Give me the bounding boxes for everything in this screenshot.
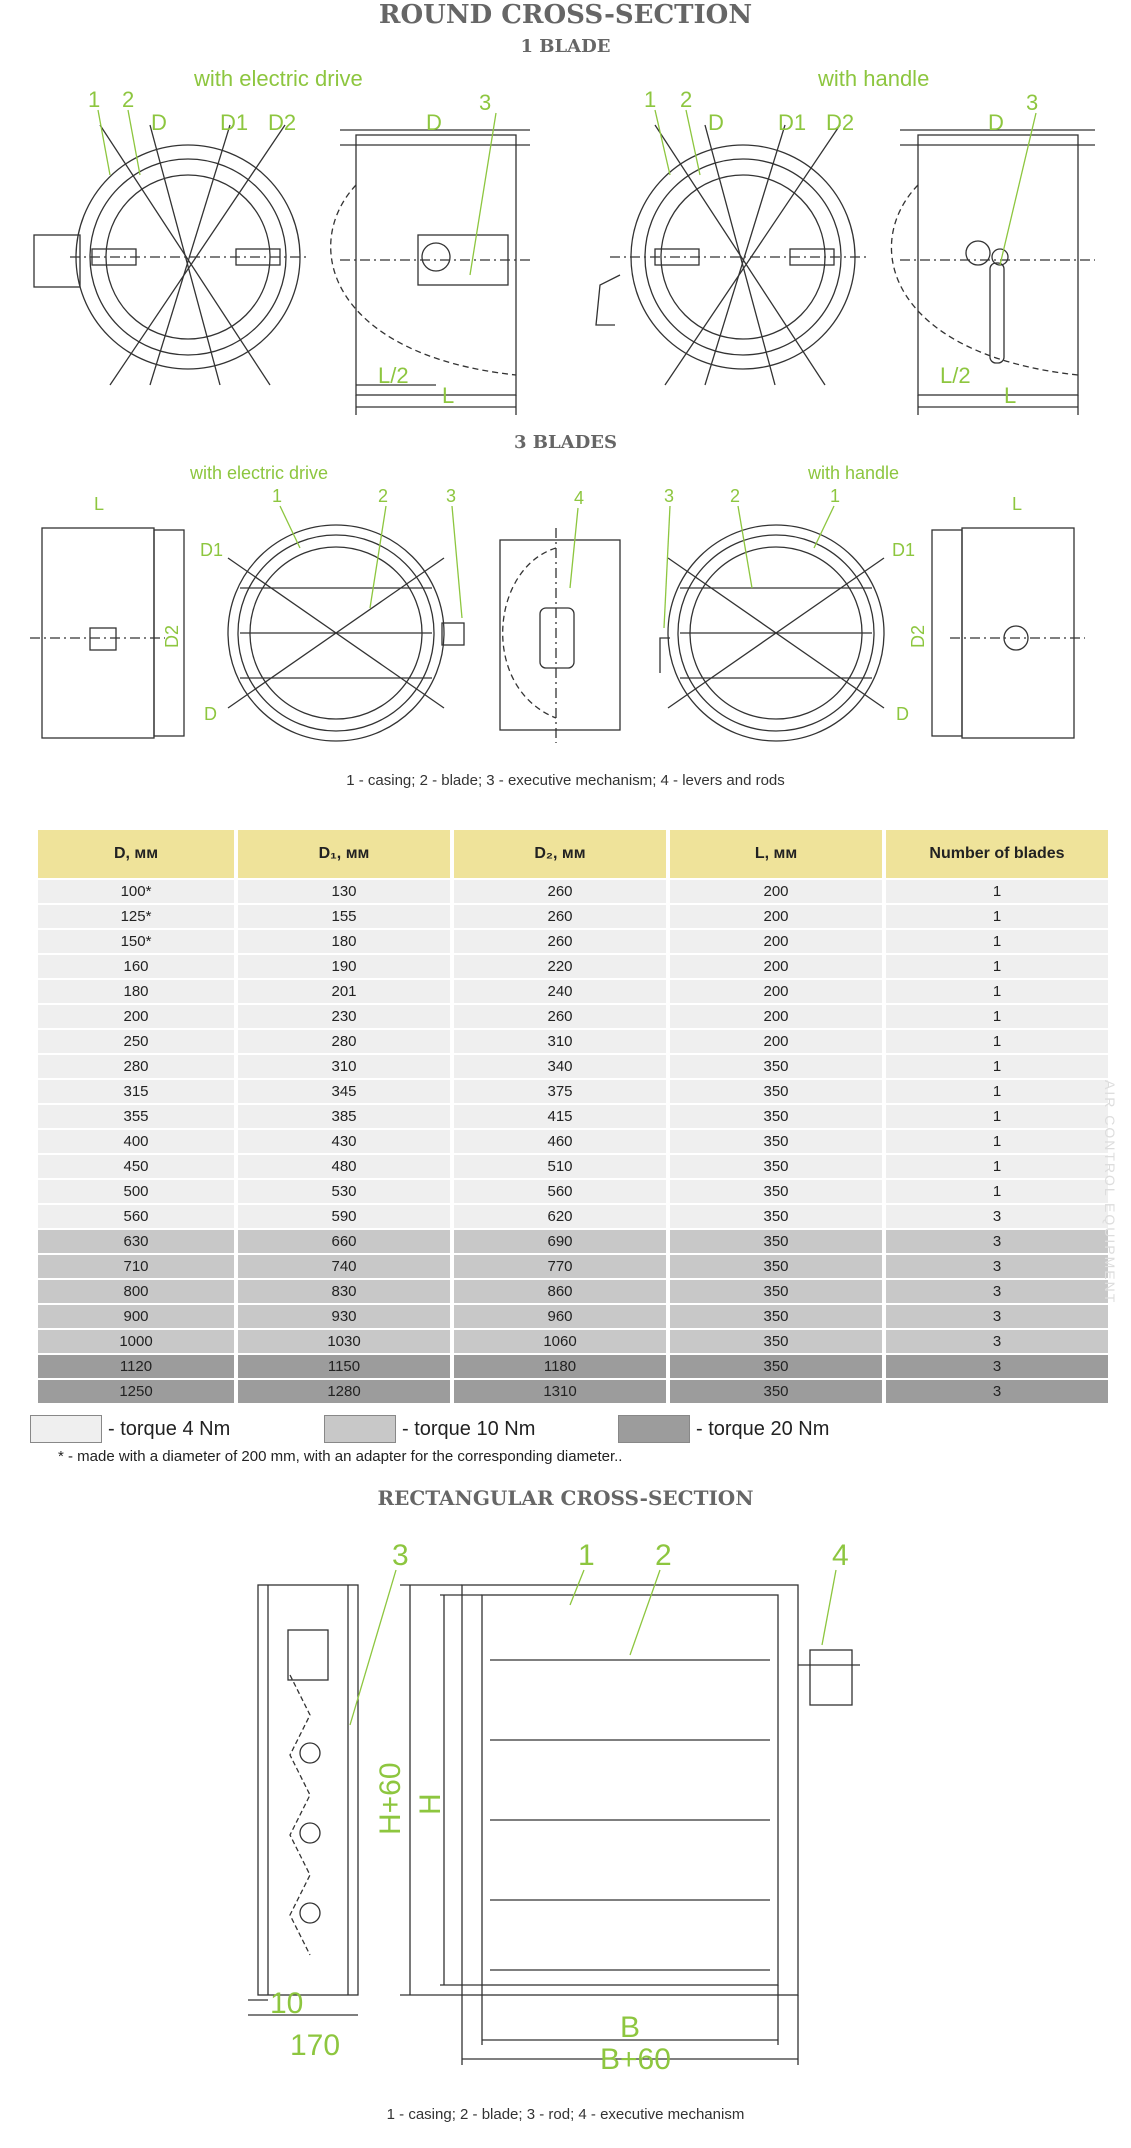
label-H60: H+60 xyxy=(374,1762,407,1835)
table-cell: 240 xyxy=(454,980,666,1003)
table-cell: 860 xyxy=(454,1280,666,1303)
table-cell: 415 xyxy=(454,1105,666,1128)
table-row xyxy=(38,1355,1108,1378)
label-B60: B+60 xyxy=(600,2043,671,2075)
rect-front-view xyxy=(400,1585,860,2065)
label-L-3: L xyxy=(94,494,105,514)
footnote: * - made with a diameter of 200 mm, with an adapter for the corresponding diameter.. xyxy=(58,1448,623,1465)
table-cell: 350 xyxy=(670,1330,882,1353)
table-row xyxy=(38,1280,1108,1303)
table-cell: 260 xyxy=(454,880,666,903)
table-cell: 280 xyxy=(238,1030,450,1053)
table-cell: 480 xyxy=(238,1155,450,1178)
table-row xyxy=(38,1055,1108,1078)
table-cell: 350 xyxy=(670,1105,882,1128)
table-cell: 350 xyxy=(670,1280,882,1303)
table-cell: 3 xyxy=(886,1280,1108,1303)
label-2: 2 xyxy=(122,87,135,112)
table-cell: 1 xyxy=(886,955,1108,978)
table-row xyxy=(38,930,1108,953)
table-row xyxy=(38,1330,1108,1353)
legend-torque-4 xyxy=(30,1415,230,1443)
swatch-torque-10 xyxy=(324,1415,396,1443)
table-cell: 350 xyxy=(670,1055,882,1078)
table-cell: 1 xyxy=(886,1155,1108,1178)
table-row xyxy=(38,1255,1108,1278)
label-H: H xyxy=(414,1793,447,1815)
table-cell: 180 xyxy=(238,930,450,953)
label-3: 3 xyxy=(479,90,492,115)
table-cell: 350 xyxy=(670,1380,882,1403)
table-cell: 560 xyxy=(454,1180,666,1203)
three-blade-electric-front-view xyxy=(228,525,464,741)
table-cell: 375 xyxy=(454,1080,666,1103)
label-D1-3: D1 xyxy=(200,540,224,560)
table-cell: 350 xyxy=(670,1155,882,1178)
table-cell: 310 xyxy=(238,1055,450,1078)
table-cell: 350 xyxy=(670,1230,882,1253)
watermark: AIR CONTROL EQUIPMENT xyxy=(1102,1080,1118,1305)
table-cell: 500 xyxy=(38,1180,234,1203)
label-L-handle: L xyxy=(1004,383,1017,408)
table-cell: 1 xyxy=(886,1005,1108,1028)
round-caption: 1 - casing; 2 - blade; 3 - executive mechanism; 4 - levers and rods xyxy=(346,772,785,789)
table-row xyxy=(38,1205,1108,1228)
table-cell: 125* xyxy=(38,905,234,928)
electric-drive-label: with electric drive xyxy=(194,66,363,91)
label-3-handle: 3 xyxy=(1026,90,1039,115)
table-cell: 1120 xyxy=(38,1355,234,1378)
label-L2: L/2 xyxy=(378,363,409,388)
table-cell: 201 xyxy=(238,980,450,1003)
one-blade-electric-side-view xyxy=(331,130,530,415)
table-cell: 3 xyxy=(886,1380,1108,1403)
three-blade-handle-side-view xyxy=(932,528,1085,738)
label-D2-3h: D2 xyxy=(908,624,928,648)
table-cell: 3 xyxy=(886,1330,1108,1353)
table-cell: 280 xyxy=(38,1055,234,1078)
table-row xyxy=(38,1105,1108,1128)
label-1-handle: 1 xyxy=(644,87,657,112)
table-row xyxy=(38,880,1108,903)
table-cell: 160 xyxy=(38,955,234,978)
three-blade-electric-side-view xyxy=(30,528,184,738)
label-L-3h: L xyxy=(1012,494,1023,514)
table-cell: 1 xyxy=(886,1030,1108,1053)
table-row xyxy=(38,1305,1108,1328)
three-blade-handle-front-view xyxy=(660,525,884,741)
table-cell: 350 xyxy=(670,1180,882,1203)
label-D2-3: D2 xyxy=(162,624,182,648)
one-blade-drawings xyxy=(0,85,1131,415)
handle-label-3: with handle xyxy=(808,463,900,483)
rect-side-view xyxy=(248,1585,358,2015)
one-blade-handle-side-view xyxy=(891,130,1095,415)
table-cell: 450 xyxy=(38,1155,234,1178)
rect-section-title: RECTANGULAR CROSS-SECTION xyxy=(377,1486,754,1510)
table-cell: 1 xyxy=(886,905,1108,928)
dimensions-table xyxy=(34,828,1112,1405)
table-cell: 200 xyxy=(38,1005,234,1028)
table-cell: 3 xyxy=(886,1255,1108,1278)
table-cell: 1 xyxy=(886,930,1108,953)
table-cell: 1150 xyxy=(238,1355,450,1378)
label-1-3h: 1 xyxy=(830,488,841,506)
table-cell: 200 xyxy=(670,955,882,978)
one-blade-electric-front-view xyxy=(34,125,310,385)
table-row xyxy=(38,1030,1108,1053)
table-cell: 260 xyxy=(454,930,666,953)
label-3-3: 3 xyxy=(446,488,457,506)
table-body xyxy=(38,880,1108,1403)
table-cell: 350 xyxy=(670,1355,882,1378)
label-4-rect: 4 xyxy=(832,1539,849,1572)
table-cell: 200 xyxy=(670,1005,882,1028)
table-cell: 1 xyxy=(886,1105,1108,1128)
legend-torque-10 xyxy=(324,1415,535,1443)
table-cell: 200 xyxy=(670,980,882,1003)
table-cell: 1030 xyxy=(238,1330,450,1353)
header-L: L, мм xyxy=(670,830,882,878)
table-cell: 1 xyxy=(886,1055,1108,1078)
table-row xyxy=(38,905,1108,928)
three-blades-heading: 3 BLADES xyxy=(514,432,617,453)
label-10: 10 xyxy=(270,1987,304,2020)
table-row xyxy=(38,955,1108,978)
table-cell: 1 xyxy=(886,1130,1108,1153)
label-D-handle-side: D xyxy=(988,110,1004,135)
label-D-3: D xyxy=(204,704,217,724)
table-cell: 350 xyxy=(670,1255,882,1278)
label-2-rect: 2 xyxy=(655,1539,672,1572)
table-row xyxy=(38,1380,1108,1403)
one-blade-handle-front-view xyxy=(596,125,870,385)
table-cell: 130 xyxy=(238,880,450,903)
label-2-handle: 2 xyxy=(680,87,693,112)
table-cell: 1 xyxy=(886,1180,1108,1203)
table-cell: 800 xyxy=(38,1280,234,1303)
table-row xyxy=(38,1005,1108,1028)
handle-label: with handle xyxy=(818,66,930,91)
electric-drive-label-3: with electric drive xyxy=(190,463,329,483)
table-cell: 930 xyxy=(238,1305,450,1328)
header-D1: D₁, мм xyxy=(238,830,450,878)
table-cell: 740 xyxy=(238,1255,450,1278)
table-cell: 1 xyxy=(886,880,1108,903)
table-header-row xyxy=(38,830,1108,878)
table-cell: 710 xyxy=(38,1255,234,1278)
table-cell: 3 xyxy=(886,1205,1108,1228)
table-cell: 230 xyxy=(238,1005,450,1028)
label-D1-3h: D1 xyxy=(892,540,916,560)
table-cell: 350 xyxy=(670,1080,882,1103)
label-4-3: 4 xyxy=(574,488,585,508)
table-cell: 200 xyxy=(670,1030,882,1053)
table-cell: 100* xyxy=(38,880,234,903)
table-cell: 310 xyxy=(454,1030,666,1053)
table-row xyxy=(38,1230,1108,1253)
table-cell: 200 xyxy=(670,880,882,903)
table-cell: 350 xyxy=(670,1130,882,1153)
table-cell: 1310 xyxy=(454,1380,666,1403)
legend-torque-4-label: - torque 4 Nm xyxy=(108,1417,231,1440)
table-row xyxy=(38,1080,1108,1103)
one-blade-heading: 1 BLADE xyxy=(520,36,611,57)
table-row xyxy=(38,1130,1108,1153)
table-cell: 630 xyxy=(38,1230,234,1253)
label-1-rect: 1 xyxy=(578,1539,595,1572)
table-cell: 1060 xyxy=(454,1330,666,1353)
table-cell: 350 xyxy=(670,1205,882,1228)
table-cell: 900 xyxy=(38,1305,234,1328)
label-D1-handle: D1 xyxy=(778,110,807,135)
table-cell: 260 xyxy=(454,1005,666,1028)
rect-caption: 1 - casing; 2 - blade; 3 - rod; 4 - executive mechanism xyxy=(386,2106,745,2123)
table-row xyxy=(38,1180,1108,1203)
three-blade-drawings xyxy=(0,488,1131,758)
table-cell: 180 xyxy=(38,980,234,1003)
table-cell: 770 xyxy=(454,1255,666,1278)
header-D: D, мм xyxy=(38,830,234,878)
table-row xyxy=(38,980,1108,1003)
legend-torque-10-label: - torque 10 Nm xyxy=(402,1417,536,1440)
table-cell: 400 xyxy=(38,1130,234,1153)
legend-torque-20-label: - torque 20 Nm xyxy=(696,1417,830,1440)
table-cell: 660 xyxy=(238,1230,450,1253)
table-cell: 510 xyxy=(454,1155,666,1178)
label-D2: D2 xyxy=(268,110,297,135)
rect-drawings xyxy=(0,1535,1131,2075)
label-2-3: 2 xyxy=(378,488,389,506)
table-cell: 3 xyxy=(886,1305,1108,1328)
table-cell: 560 xyxy=(38,1205,234,1228)
table-cell: 155 xyxy=(238,905,450,928)
table-cell: 960 xyxy=(454,1305,666,1328)
three-blade-middle-side-view xyxy=(500,528,620,743)
table-cell: 690 xyxy=(454,1230,666,1253)
table-cell: 350 xyxy=(670,1305,882,1328)
table-cell: 200 xyxy=(670,905,882,928)
label-1-3: 1 xyxy=(272,488,283,506)
table-cell: 355 xyxy=(38,1105,234,1128)
table-cell: 220 xyxy=(454,955,666,978)
label-3-rect: 3 xyxy=(392,1539,409,1572)
table-cell: 1 xyxy=(886,1080,1108,1103)
table-cell: 200 xyxy=(670,930,882,953)
label-D-handle: D xyxy=(708,110,724,135)
table-cell: 620 xyxy=(454,1205,666,1228)
table-cell: 150* xyxy=(38,930,234,953)
table-cell: 430 xyxy=(238,1130,450,1153)
label-2-3h: 2 xyxy=(730,488,741,506)
label-B: B xyxy=(620,2011,641,2044)
label-3-3h: 3 xyxy=(664,488,675,506)
header-D2: D₂, мм xyxy=(454,830,666,878)
table-cell: 340 xyxy=(454,1055,666,1078)
label-1: 1 xyxy=(88,87,101,112)
table-cell: 345 xyxy=(238,1080,450,1103)
table-cell: 190 xyxy=(238,955,450,978)
table-cell: 3 xyxy=(886,1230,1108,1253)
label-L: L xyxy=(442,383,455,408)
table-cell: 830 xyxy=(238,1280,450,1303)
table-cell: 315 xyxy=(38,1080,234,1103)
legend-torque-20 xyxy=(618,1415,829,1443)
table-cell: 530 xyxy=(238,1180,450,1203)
table-cell: 1000 xyxy=(38,1330,234,1353)
table-cell: 260 xyxy=(454,905,666,928)
label-D1: D1 xyxy=(220,110,249,135)
label-D: D xyxy=(151,110,167,135)
table-cell: 1280 xyxy=(238,1380,450,1403)
label-170: 170 xyxy=(290,2029,341,2062)
label-D2-handle: D2 xyxy=(826,110,855,135)
label-L2-handle: L/2 xyxy=(940,363,971,388)
header-blades: Number of blades xyxy=(886,830,1108,878)
table-cell: 3 xyxy=(886,1355,1108,1378)
table-cell: 590 xyxy=(238,1205,450,1228)
table-cell: 250 xyxy=(38,1030,234,1053)
table-cell: 1250 xyxy=(38,1380,234,1403)
table-cell: 1 xyxy=(886,980,1108,1003)
round-section-title: ROUND CROSS-SECTION xyxy=(378,0,753,30)
label-D-side: D xyxy=(426,110,442,135)
swatch-torque-20 xyxy=(618,1415,690,1443)
table-cell: 1180 xyxy=(454,1355,666,1378)
label-D-3h: D xyxy=(896,704,909,724)
swatch-torque-4 xyxy=(30,1415,102,1443)
table-cell: 385 xyxy=(238,1105,450,1128)
table-row xyxy=(38,1155,1108,1178)
table-cell: 460 xyxy=(454,1130,666,1153)
